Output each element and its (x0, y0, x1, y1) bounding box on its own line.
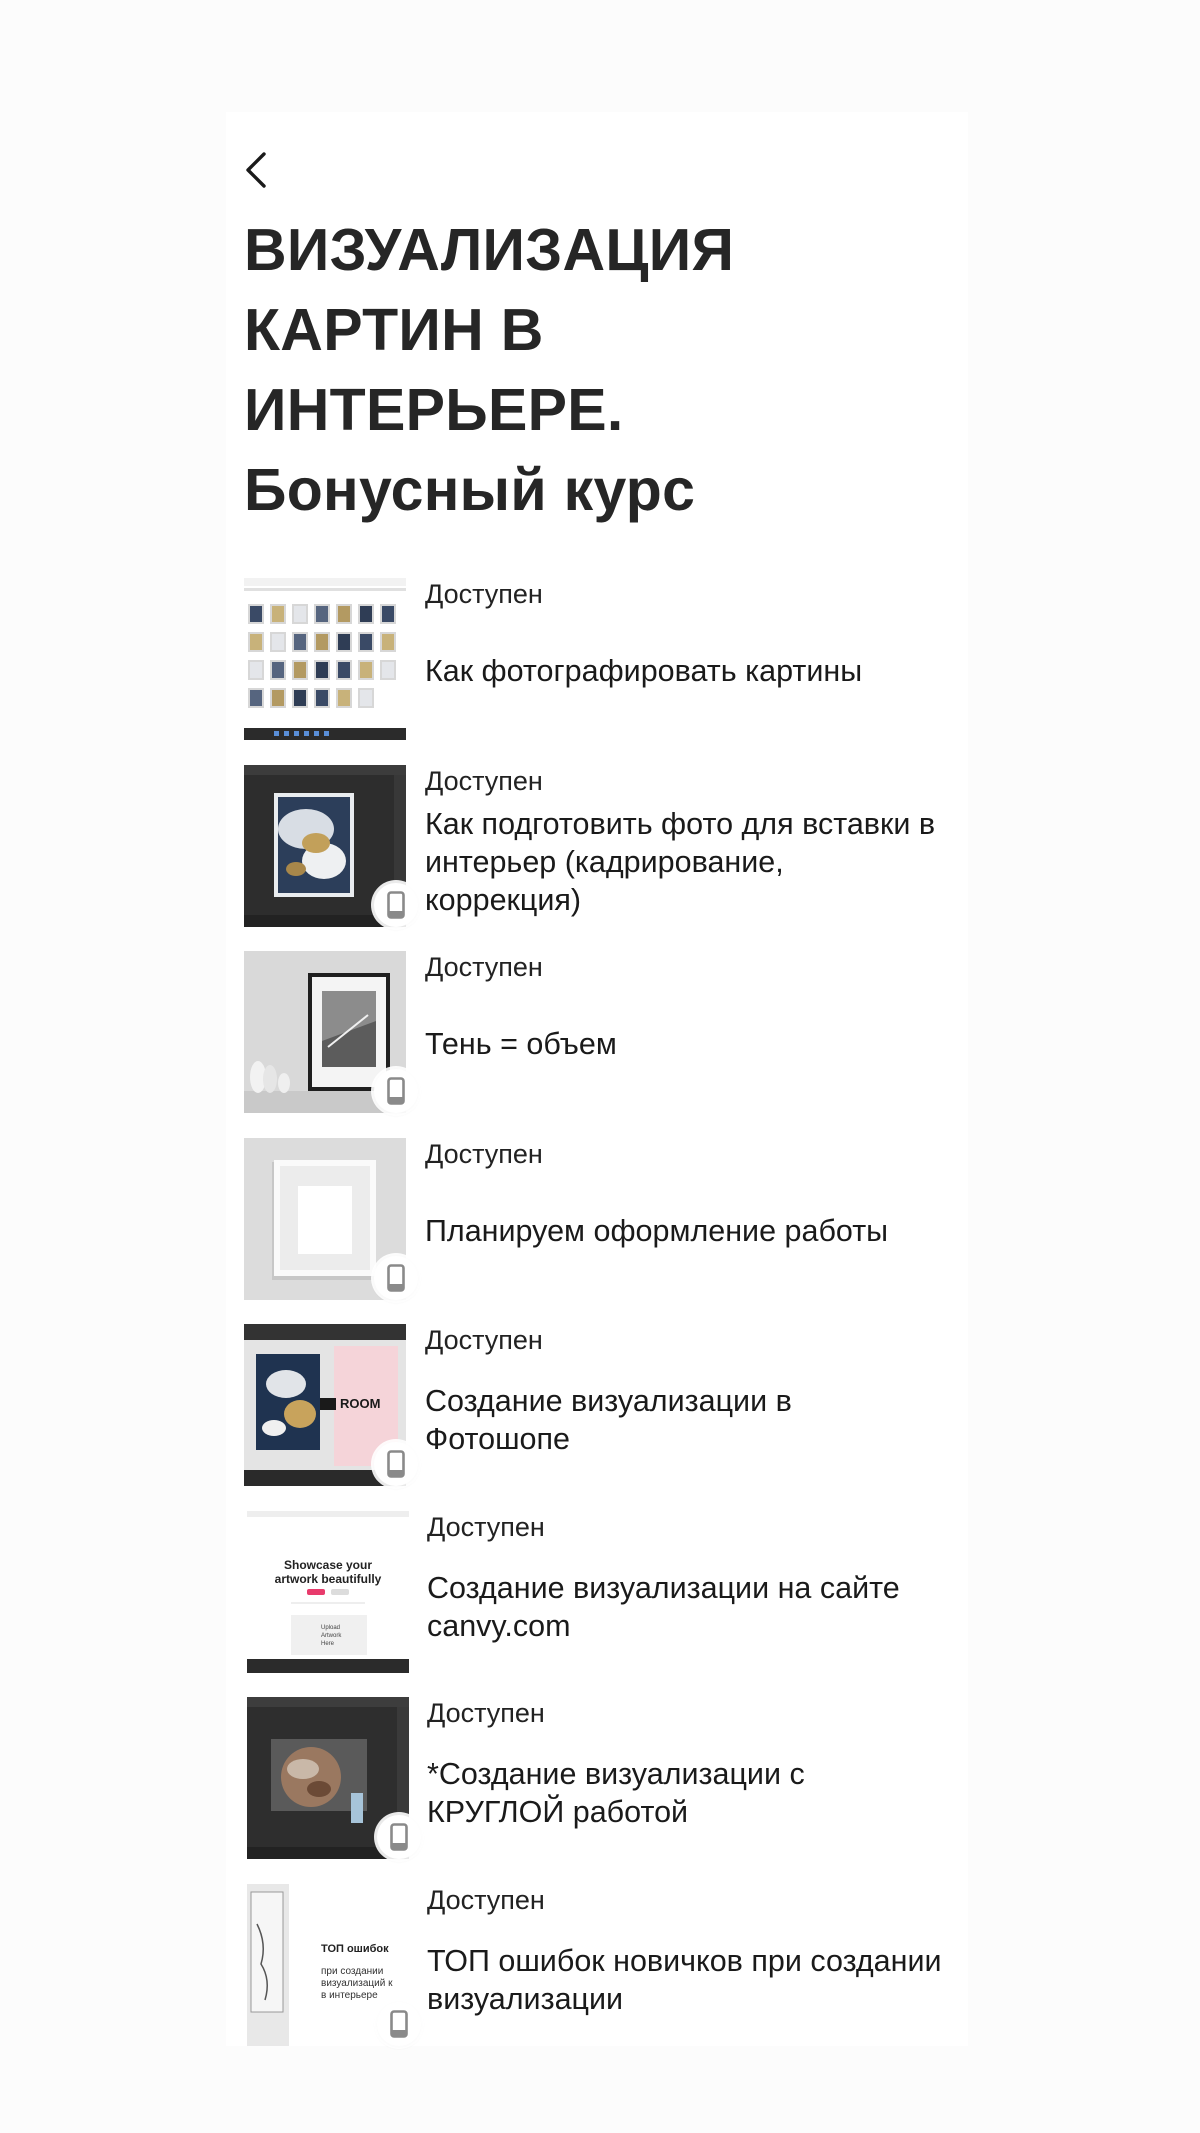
svg-text:ТОП ошибок: ТОП ошибок (321, 1942, 389, 1955)
smartphone-icon (387, 891, 405, 919)
lesson-title: Планируем оформление работы (425, 1213, 889, 1248)
lesson-item[interactable] (244, 1697, 954, 1884)
lesson-status: Доступен (427, 1698, 545, 1728)
lesson-thumbnail (247, 1511, 409, 1673)
lesson-item[interactable] (244, 1138, 954, 1325)
svg-text:в интерьере: в интерьере (321, 1989, 378, 2001)
lesson-list (244, 578, 954, 2070)
lesson-status: Доступен (427, 1884, 545, 1915)
page-title-line: ВИЗУАЛИЗАЦИЯ (244, 217, 735, 283)
lesson-title: Тень = объем (425, 1027, 617, 1061)
device-badge (377, 1815, 421, 1859)
page-title-line: КАРТИН В (244, 297, 544, 363)
device-badge (374, 1069, 418, 1113)
svg-text:Showcase your: Showcase your (283, 1557, 373, 1572)
lesson-item[interactable] (244, 1511, 954, 1698)
lesson-status: Доступен (425, 579, 543, 609)
smartphone-icon (387, 1450, 405, 1478)
svg-text:ROOM: ROOM (340, 1396, 381, 1411)
lesson-item[interactable] (244, 1884, 954, 2071)
smartphone-icon (387, 1077, 405, 1105)
lesson-thumbnail (244, 578, 406, 740)
lesson-status: Доступен (425, 1325, 543, 1355)
device-badge (374, 883, 418, 927)
page-subtitle: Бонусный курс (244, 457, 696, 523)
svg-text:Artwork: Artwork (321, 1632, 342, 1639)
chevron-left-icon (243, 150, 269, 190)
smartphone-icon (390, 2010, 408, 2038)
device-badge (374, 1442, 418, 1486)
canvy-site-image (247, 1511, 409, 1673)
lesson-title: Как фотографировать картины (425, 654, 863, 688)
device-badge (374, 1256, 418, 1300)
lesson-title: Как подготовить фото для вставки в интерьер (кадрирование, коррекция) (425, 806, 936, 917)
lesson-title: ТОП ошибок новичков при создании визуализации (427, 1943, 942, 2016)
device-badge (377, 2002, 421, 2046)
svg-text:artwork beautifully: artwork beautifully (274, 1571, 382, 1586)
lesson-status: Доступен (425, 1138, 543, 1169)
page-title-line: ИНТЕРЬЕРЕ. (244, 377, 624, 443)
lesson-status: Доступен (425, 952, 543, 982)
lesson-item[interactable] (244, 951, 954, 1138)
lesson-item[interactable] (244, 1324, 954, 1511)
svg-text:Upload: Upload (321, 1624, 341, 1631)
lesson-item[interactable] (244, 578, 954, 765)
lesson-item[interactable] (244, 765, 954, 952)
lesson-status: Доступен (425, 765, 543, 796)
lesson-title: Создание визуализации в Фотошопе (425, 1384, 792, 1456)
page-title (244, 210, 944, 530)
back-button[interactable] (238, 148, 274, 192)
lesson-title: Создание визуализации на сайте canvy.com (427, 1570, 900, 1643)
svg-text:при создании: при создании (321, 1965, 384, 1977)
svg-text:визуализаций к: визуализаций к (321, 1977, 393, 1989)
svg-text:Here: Here (321, 1640, 335, 1647)
photo-grid-image (244, 578, 406, 740)
smartphone-icon (387, 1264, 405, 1292)
lesson-status: Доступен (427, 1511, 545, 1542)
smartphone-icon (390, 1823, 408, 1851)
lesson-title: *Создание визуализации с КРУГЛОЙ работой (427, 1757, 805, 1829)
